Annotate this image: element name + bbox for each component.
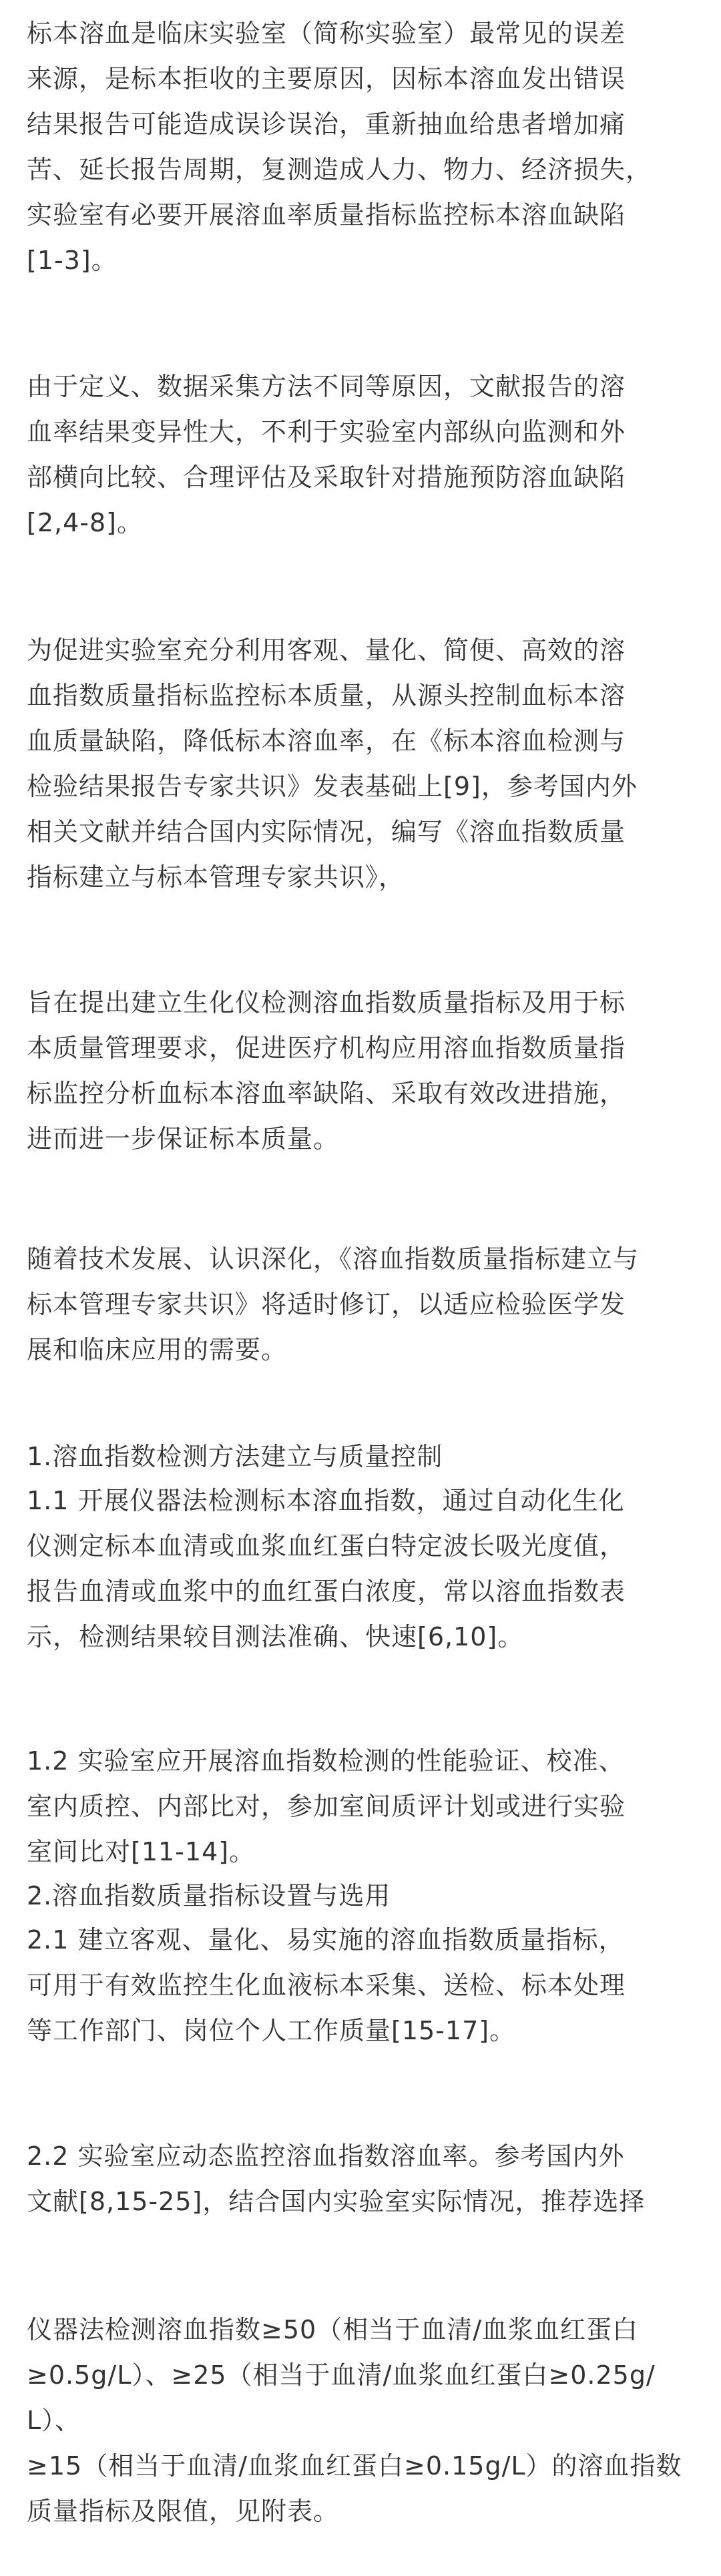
paragraph-2-1: 2.1 建立客观、量化、易实施的溶血指数质量指标， 可用于有效监控生化血液标本采集、送检、标本处理 等工作部门、岗位个人工作质量[15-17]。 [27, 1925, 626, 2045]
paragraph-1-2: 1.2 实验室应开展溶血指数检测的性能验证、校准、 室内质控、内部比对，参加室间质评计划或进行实验 室间比对[11-14]。 [27, 1746, 626, 1866]
paragraph-threshold: 仪器法检测溶血指数≥50（相当于血清/血浆血红蛋白 ≥0.5g/L）、≥25（相当于血清/血浆血红蛋白≥0.25g/L）、 ≥15（相当于血清/血浆血红蛋白≥0.15g/L）的溶血指数 质量指标及限值，见附表。 [27, 2315, 682, 2526]
paragraph-variability: 由于定义、数据采集方法不同等原因，文献报告的溶 血率结果变异性大，不利于实验室内部纵向监测和外 部横向比较、合理评估及采取针对措施预防溶血缺陷 [2,4-8]。 [27, 372, 626, 537]
section-heading-2: 2.溶血指数质量指标设置与选用 [27, 1881, 391, 1910]
paragraph-2-2: 2.2 实验室应动态监控溶血指数溶血率。参考国内外 文献[8,15-25]，结合国内实验室实际情况，推荐选择 [27, 2141, 646, 2216]
paragraph-intro: 标本溶血是临床实验室（简称实验室）最常见的误差 来源，是标本拒收的主要原因，因标本溶血发出错误 结果报告可能造成误诊误治，重新抽血给患者增加痛 苦、延长报告周期，复测造成人力、物力、经济损失， 实验室有必要开展溶血率质量指标监控标本溶血缺陷 [1-3]。 [27, 19, 652, 275]
paragraph-1-1: 1.1 开展仪器法检测标本溶血指数，通过自动化生化 仪测定标本血清或血浆血红蛋白特定波长吸光度值， 报告血清或血浆中的血红蛋白浓度，常以溶血指数表 示，检测结果较目测法准确、快速[6,10]。 [27, 1486, 626, 1651]
section-heading-1: 1.溶血指数检测方法建立与质量控制 [27, 1442, 443, 1471]
paragraph-purpose: 为促进实验室充分利用客观、量化、简便、高效的溶 血指数质量指标监控标本质量，从源头控制血标本溶 血质量缺陷，降低标本溶血率，在《标本溶血检测与 检验结果报告专家共识》发表基础上[9]，参考国内外 相关文献并结合国内实际情况，编写《溶血指数质量 指标建立与标本管理专家共识》， [27, 635, 638, 892]
paragraph-revision: 随着技术发展、认识深化，《溶血指数质量指标建立与 标本管理专家共识》将适时修订，以适应检验医学发 展和临床应用的需要。 [27, 1244, 640, 1364]
paragraph-aim: 旨在提出建立生化仪检测溶血指数质量指标及用于标 本质量管理要求，促进医疗机构应用溶血指数质量指 标监控分析血标本溶血率缺陷、采取有效改进措施， 进而进一步保证标本质量。 [27, 988, 626, 1153]
